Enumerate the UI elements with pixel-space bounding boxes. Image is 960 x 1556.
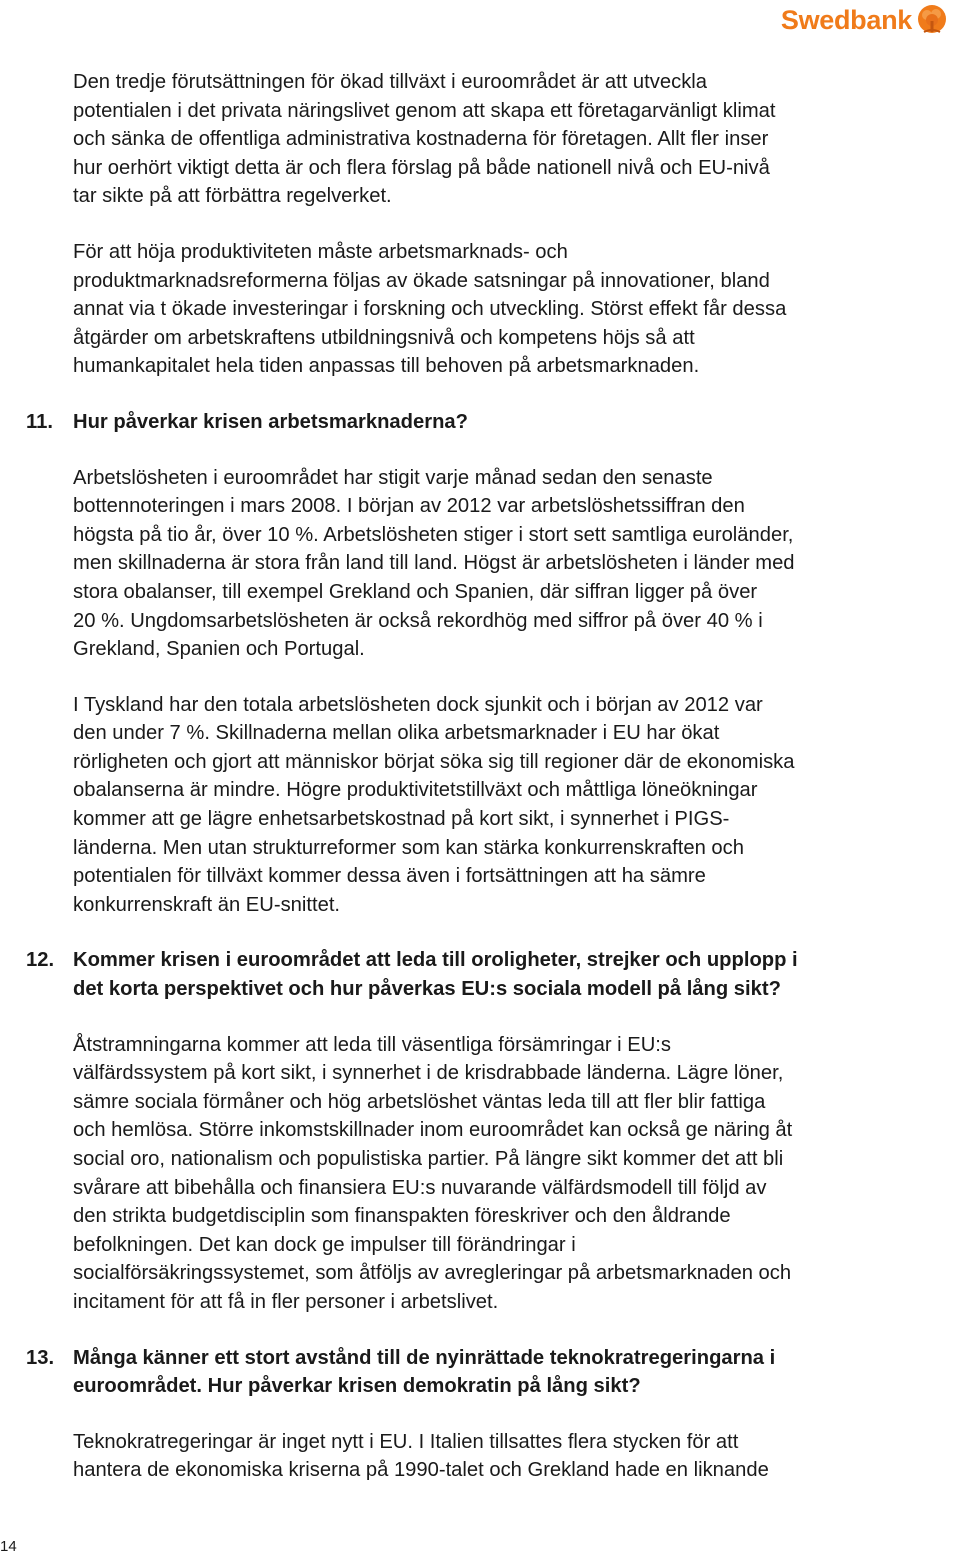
brand-logo: [781, 2, 948, 38]
paragraph-unemployment: Arbetslösheten i euroområdet har stigit varje månad sedan den senaste bottennoteringen i mars 2008. I början av 2012 var arbetslöshetssiffran den högsta på tio år, över 10 %. Arbetslösheten stiger i stort sett samtliga euroländer, men skillnaderna är stora från land till land. Högst är arbetslösheten i länder med stora obalanser, till exempel Grekland och Spanien, där siffran ligger på över 20 %. Ungdomsarbetslösheten är också rekordhög med siffror på över 40 % i Grekland, Spanien och Portugal.: [73, 466, 795, 661]
paragraph-technocrats: Teknokratregeringar är inget nytt i EU. I Italien tillsattes flera stycken för att hantera de ekonomiska kriserna på 1990-talet och Grekland hade en liknande: [73, 1430, 769, 1482]
page-number: 14: [0, 1538, 17, 1555]
question-number: 13.: [26, 1346, 55, 1369]
paragraph-austerity: Åtstramningarna kommer att leda till väsentliga försämringar i EU:s välfärdssystem på kort sikt, i synnerhet i de krisdrabbade länderna. Lägre löner, sämre sociala förmåner och hög arbetslöshet väntas leda till att fler blir fattiga och hemlösa. Större inkomstskillnader inom euroområdet kan också ge näring åt social oro, nationalism och populistiska partier. På längre sikt kommer det att bli svårare att bibehålla och finansiera EU:s nuvarande välfärdsmodell till följd av den strikta budgetdisciplin som finanspakten föreskriver och den åldrande befolkningen. Det kan dock ge impulser till förändringar i socialförsäkringssystemet, som åtföljs av avregleringar på arbetsmarknaden och incitament för att få in fler personer i arbetslivet.: [73, 1033, 793, 1313]
brand-name: Swedbank: [780, 5, 912, 35]
question-13-heading: 13. Många känner ett stort avstånd till de nyinrättade teknokratregeringarna i euroområdet. Hur påverkar krisen demokratin på lång sikt?: [73, 1344, 959, 1401]
paragraph-business-climate: Den tredje förutsättningen för ökad tillväxt i euroområdet är att utveckla potentialen i det privata näringslivet genom att skapa ett företagarvänligt klimat och sänka de offentliga administrativa kostnaderna för företagen. Allt fler inser hur oerhört viktigt detta är och flera förslag på både nationell nivå och EU-nivå tar sikte på att förbättra regelverket.: [73, 71, 776, 208]
paragraph-germany: I Tyskland har den totala arbetslösheten dock sjunkit och i början av 2012 var den under 7 %. Skillnaderna mellan olika arbetsmarknader i EU har ökat rörligheten och gjort att människor börjat söka sig till regioner där de ekonomiska obalanserna är mindre. Högre produktivitetstillväxt och måttliga löneökningar kommer att ge lägre enhetsarbetskostnad på kort sikt, i synnerhet i PIGS- länderna. Men utan strukturreformer som kan stärka konkurrenskraften och potentialen för tillväxt kommer dessa även i fortsättningen att ha sämre konkurrenskraft än EU-snittet.: [73, 693, 795, 916]
question-number: 11.: [26, 410, 53, 433]
question-11-heading: 11. Hur påverkar krisen arbetsmarknaderna?: [73, 408, 959, 437]
question-number: 12.: [26, 949, 55, 972]
paragraph-productivity: För att höja produktiviteten måste arbetsmarknads- och produktmarknadsreformerna följas av ökade satsningar på innovationer, bland annat via t ökade investeringar i forskning och utveckling. Störst effekt får dessa åtgärder om arbetskraftens utbildningsnivå och kompetens höjs så att humankapitalet hela tiden anpassas till behoven på arbetsmarknaden.: [73, 240, 787, 378]
document-body: [26, 68, 959, 1512]
oak-tree-icon: [916, 4, 948, 36]
question-12-heading: 12. Kommer krisen i euroområdet att leda till oroligheter, strejker och upplopp i det korta perspektivet och hur påverkas EU:s sociala modell på lång sikt?: [73, 946, 959, 1003]
